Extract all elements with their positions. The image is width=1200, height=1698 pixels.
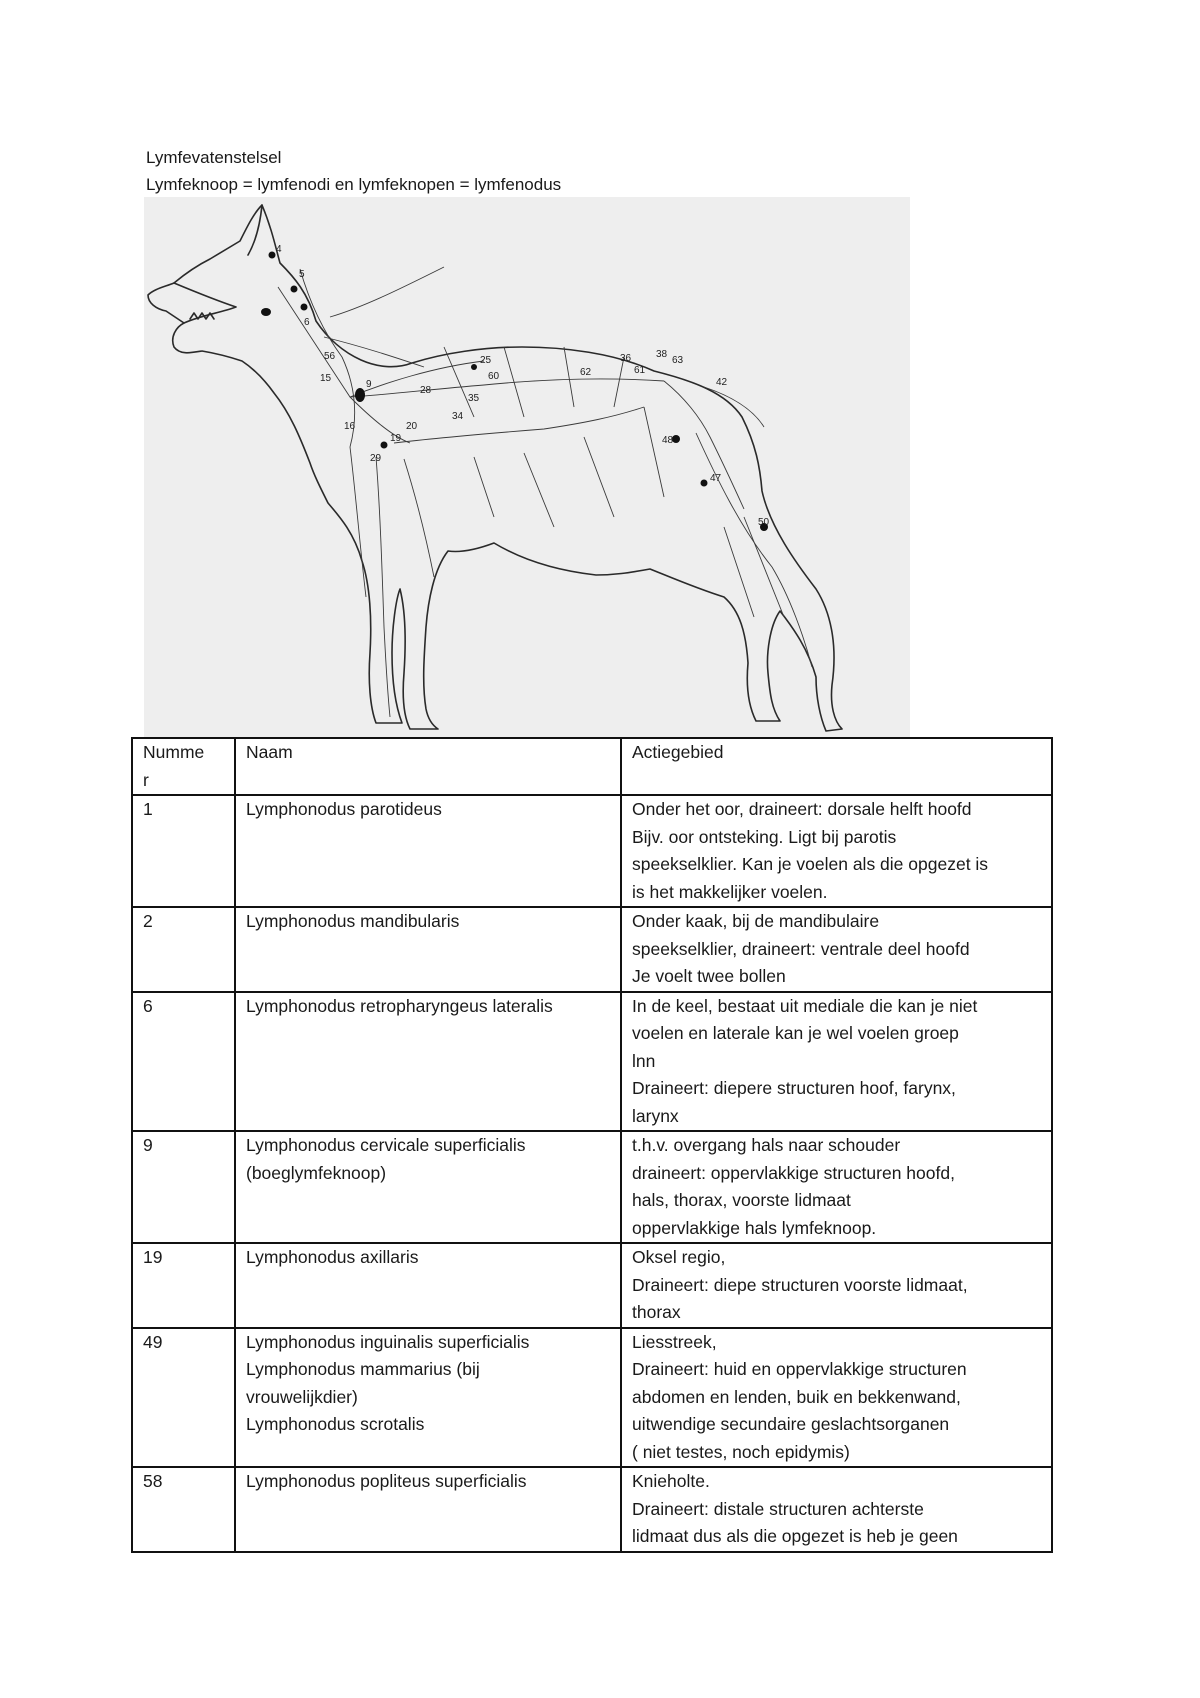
dog-lymph-diagram <box>144 197 910 738</box>
lymph-node-25 <box>471 364 477 370</box>
actiegebied-line: speekselklier, draineert: ventrale deel hoofd <box>632 938 970 959</box>
actiegebied-line: lidmaat dus als die opgezet is heb je geen <box>632 1526 958 1546</box>
node-label: 9 <box>366 379 372 390</box>
actiegebied-line: voelen en laterale kan je wel voelen groep <box>632 1023 959 1043</box>
lymph-node-9 <box>355 388 365 402</box>
actiegebied-line: Draineert: diepere structuren hoof, farynx, <box>632 1078 956 1098</box>
cell-nummer: 9 <box>132 1131 235 1243</box>
cell-naam <box>235 1467 621 1552</box>
cell-actiegebied <box>621 907 1052 992</box>
header-nummer <box>132 738 235 795</box>
node-label: 25 <box>480 355 492 366</box>
node-label: 62 <box>580 367 592 378</box>
naam-line: Lymphonodus inguinalis superficialis <box>246 1331 530 1352</box>
cell-nummer: 2 <box>132 907 235 992</box>
naam-line: Lymphonodus mandibularis <box>246 911 460 931</box>
table-row <box>132 1243 1052 1328</box>
actiegebied-line: Onder kaak, bij de mandibulaire <box>632 911 880 931</box>
cell-naam <box>235 1328 621 1468</box>
actiegebied-line: In de keel, bestaat uit mediale die kan je niet <box>632 995 978 1016</box>
cell-nummer: 19 <box>132 1243 235 1328</box>
node-label: 19 <box>390 433 402 444</box>
cell-naam <box>235 992 621 1132</box>
cell-actiegebied <box>621 1328 1052 1468</box>
node-label: 28 <box>420 385 432 396</box>
header-actiegebied: Actiegebied <box>621 738 1052 795</box>
node-label: 6 <box>304 317 310 328</box>
lymph-node-6 <box>301 304 308 311</box>
lymph-node-48 <box>672 435 680 443</box>
lymph-node-4 <box>269 252 276 259</box>
cell-nummer: 1 <box>132 795 235 907</box>
actiegebied-line: t.h.v. overgang hals naar schouder <box>632 1135 901 1155</box>
actiegebied-line: is het makkelijker voelen. <box>632 881 828 902</box>
node-label: 36 <box>620 353 632 364</box>
node-label: 56 <box>324 351 336 362</box>
node-label: 63 <box>672 355 684 366</box>
naam-line: (boeglymfeknoop) <box>246 1162 387 1183</box>
header-nummer-line2: r <box>143 769 149 790</box>
node-label: 50 <box>758 517 770 528</box>
header-nummer-line1: Numme <box>143 742 205 762</box>
naam-line: Lymphonodus scrotalis <box>246 1414 425 1434</box>
naam-line: Lymphonodus parotideus <box>246 799 442 819</box>
actiegebied-line: Bijv. oor ontsteking. Ligt bij parotis <box>632 826 897 847</box>
cell-actiegebied <box>621 992 1052 1132</box>
naam-line: vrouwelijkdier) <box>246 1386 358 1407</box>
lymph-node-5 <box>291 286 298 293</box>
actiegebied-line: abdomen en lenden, buik en bekkenwand, <box>632 1386 961 1407</box>
node-label: 38 <box>656 349 668 360</box>
lymph-node-19 <box>381 442 388 449</box>
node-label: 48 <box>662 435 674 446</box>
node-label: 47 <box>710 473 722 484</box>
cell-nummer: 58 <box>132 1467 235 1552</box>
actiegebied-line: draineert: oppervlakkige structuren hoofd, <box>632 1162 955 1183</box>
cell-naam <box>235 907 621 992</box>
actiegebied-line: ( niet testes, noch epidymis) <box>632 1441 850 1462</box>
node-label: 35 <box>468 393 480 404</box>
node-label: 34 <box>452 411 464 422</box>
lymph-node-table <box>131 737 1053 1553</box>
cell-actiegebied <box>621 1243 1052 1328</box>
node-label: 60 <box>488 371 500 382</box>
node-label: 42 <box>716 377 728 388</box>
actiegebied-line: Liesstreek, <box>632 1331 717 1352</box>
actiegebied-line: thorax <box>632 1302 681 1322</box>
actiegebied-line: Draineert: diepe structuren voorste lidmaat, <box>632 1274 968 1295</box>
cell-actiegebied <box>621 1131 1052 1243</box>
table-row <box>132 795 1052 907</box>
lymph-node-47 <box>701 480 708 487</box>
node-label: 29 <box>370 453 382 464</box>
cell-naam <box>235 795 621 907</box>
actiegebied-line: larynx <box>632 1105 679 1126</box>
actiegebied-line: Draineert: huid en oppervlakkige structuren <box>632 1359 967 1379</box>
naam-line: Lymphonodus cervicale superficialis <box>246 1135 526 1155</box>
table-row <box>132 907 1052 992</box>
actiegebied-line: speekselklier. Kan je voelen als die opgezet is <box>632 854 989 874</box>
actiegebied-line: Knieholte. <box>632 1471 710 1491</box>
node-label: 5 <box>299 269 305 280</box>
table-header-row <box>132 738 1052 795</box>
table-row <box>132 1328 1052 1468</box>
document-title: Lymfevatenstelsel <box>146 148 282 167</box>
cell-naam <box>235 1131 621 1243</box>
table-row <box>132 1467 1052 1552</box>
cell-actiegebied <box>621 1467 1052 1552</box>
actiegebied-line: Onder het oor, draineert: dorsale helft hoofd <box>632 799 972 819</box>
naam-line: Lymphonodus mammarius (bij <box>246 1359 480 1379</box>
actiegebied-line: oppervlakkige hals lymfeknoop. <box>632 1217 877 1238</box>
lymph-nodes <box>261 252 768 532</box>
cell-nummer: 6 <box>132 992 235 1132</box>
node-label: 15 <box>320 373 332 384</box>
actiegebied-line: hals, thorax, voorste lidmaat <box>632 1190 851 1210</box>
table-row <box>132 992 1052 1132</box>
node-label-group <box>276 244 770 528</box>
naam-line: Lymphonodus axillaris <box>246 1247 419 1267</box>
lymph-vessels <box>278 267 812 717</box>
table-row <box>132 1131 1052 1243</box>
cell-naam <box>235 1243 621 1328</box>
header-naam: Naam <box>235 738 621 795</box>
naam-line: Lymphonodus retropharyngeus lateralis <box>246 995 553 1016</box>
node-label: 16 <box>344 421 356 432</box>
dog-lymph-illustration <box>144 197 910 738</box>
actiegebied-line: Je voelt twee bollen <box>632 966 786 986</box>
actiegebied-line: uitwendige secundaire geslachtsorganen <box>632 1414 950 1434</box>
node-label: 4 <box>276 244 282 255</box>
cell-nummer: 49 <box>132 1328 235 1468</box>
actiegebied-line: Oksel regio, <box>632 1247 726 1267</box>
actiegebied-line: lnn <box>632 1050 656 1071</box>
cell-actiegebied <box>621 795 1052 907</box>
node-label: 20 <box>406 421 418 432</box>
actiegebied-line: Draineert: distale structuren achterste <box>632 1498 924 1519</box>
naam-line: Lymphonodus popliteus superficialis <box>246 1471 527 1491</box>
lymph-node-1 <box>261 308 271 316</box>
document-subtitle: Lymfeknoop = lymfenodi en lymfeknopen = lymfenodus <box>146 175 562 194</box>
node-label: 61 <box>634 365 646 376</box>
dog-outline <box>148 205 842 731</box>
